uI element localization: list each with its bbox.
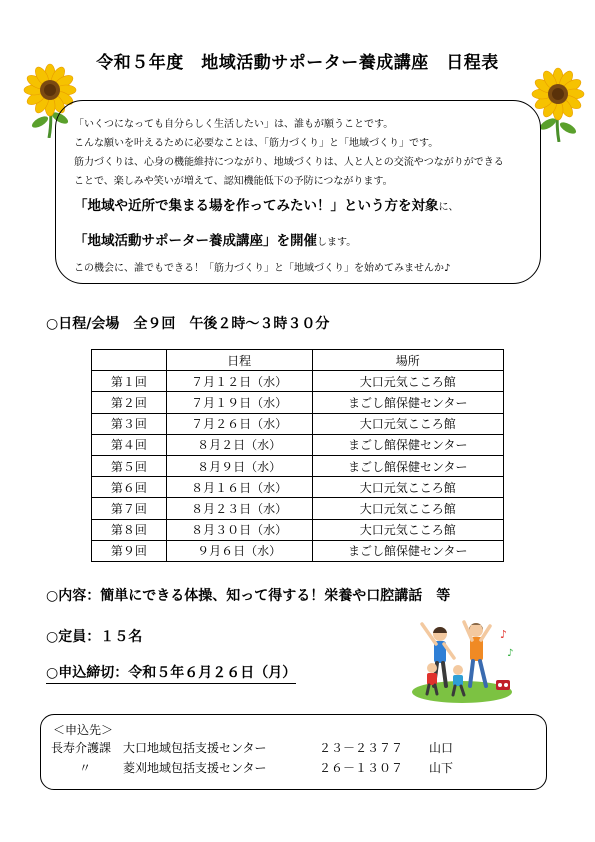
intro-line-2: こんな願いを叶えるために必要なことは、「筋力づくり」と「地域づくり」です。 [74,138,439,149]
table-row [92,455,504,476]
contact-header: ＜申込先＞ [53,723,114,737]
table-row [92,540,504,561]
contact-person: 山下 [429,761,454,775]
table-row [92,498,504,519]
exercise-illustration-icon [410,612,520,704]
capacity-line: ○定員：１５名 [46,629,143,645]
contact-dept: 〃 [79,761,92,775]
date-cell: ７月１２日（水） [166,371,312,392]
deadline-line: ○申込締切：令和５年６月２６日（月） [46,662,296,684]
venue-cell: 大口元気こころ館 [312,519,504,540]
contact-office: 菱刈地域包括支援センター [123,761,267,775]
session-cell: 第３回 [92,413,167,434]
intro-highlight-2-tail: します。 [317,237,357,248]
intro-highlight-1-tail: に、 [438,202,459,213]
table-row [92,477,504,498]
venue-cell: 大口元気こころ館 [312,371,504,392]
intro-highlight-2 [74,229,356,249]
contact-phone: ２３－２３７７ [319,741,404,755]
contact-person: 山口 [429,741,454,755]
intro-line-1: 「いくつになっても自分らしく生活したい」は、誰もが願うことです。 [74,119,394,130]
content-line: ○内容：簡単にできる体操、知って得する！栄養や口腔講話 等 [46,588,451,604]
session-cell: 第９回 [92,540,167,561]
session-cell: 第５回 [92,455,167,476]
schedule-table [91,349,504,562]
date-cell: ８月２日（水） [166,434,312,455]
venue-cell: まごし館保健センター [312,434,504,455]
session-cell: 第４回 [92,434,167,455]
intro-box [55,100,541,284]
schedule-heading: ○日程/会場 全９回 午後２時～３時３０分 [46,316,330,332]
date-cell: ８月９日（水） [166,455,312,476]
contact-box [40,714,547,790]
svg-text:♪: ♪ [507,648,514,659]
venue-cell: まごし館保健センター [312,392,504,413]
intro-highlight-1-bold: 「地域や近所で集まる場を作ってみたい！」という方を対象 [74,198,439,214]
session-cell: 第１回 [92,371,167,392]
header-cell-venue: 場所 [312,350,504,371]
intro-line-5: この機会に、誰でもできる！「筋力づくり」と「地域づくり」を始めてみませんか♪ [74,263,451,274]
table-row [92,519,504,540]
contact-office: 大口地域包括支援センター [123,741,267,755]
header-cell-session [92,350,167,371]
table-header-row [92,350,504,371]
page-title: 令和５年度 地域活動サポーター養成講座 日程表 [96,53,499,73]
intro-line-4: ことで、楽しみや笑いが増えて、認知機能低下の予防につながります。 [74,176,393,187]
venue-cell: まごし館保健センター [312,540,504,561]
date-cell: ８月１６日（水） [166,477,312,498]
date-cell: ８月３０日（水） [166,519,312,540]
venue-cell: 大口元気こころ館 [312,413,504,434]
date-cell: ８月２３日（水） [166,498,312,519]
venue-cell: 大口元気こころ館 [312,477,504,498]
intro-line-3: 筋力づくりは、心身の機能維持につながり、地域づくりは、人と人との交流やつながりができる [74,157,504,168]
contact-dept: 長寿介護課 [51,741,112,755]
date-cell: ９月６日（水） [166,540,312,561]
intro-highlight-2-bold: 「地域活動サポーター養成講座」を開催 [74,233,317,249]
table-row [92,392,504,413]
contact-phone: ２６－１３０７ [319,761,404,775]
session-cell: 第８回 [92,519,167,540]
date-cell: ７月２６日（水） [166,413,312,434]
svg-text:♪: ♪ [500,628,508,641]
venue-cell: 大口元気こころ館 [312,498,504,519]
table-row [92,413,504,434]
date-cell: ７月１９日（水） [166,392,312,413]
session-cell: 第７回 [92,498,167,519]
table-row [92,434,504,455]
session-cell: 第６回 [92,477,167,498]
venue-cell: まごし館保健センター [312,455,504,476]
table-row [92,371,504,392]
header-cell-date: 日程 [166,350,312,371]
session-cell: 第２回 [92,392,167,413]
intro-highlight-1 [74,194,459,214]
